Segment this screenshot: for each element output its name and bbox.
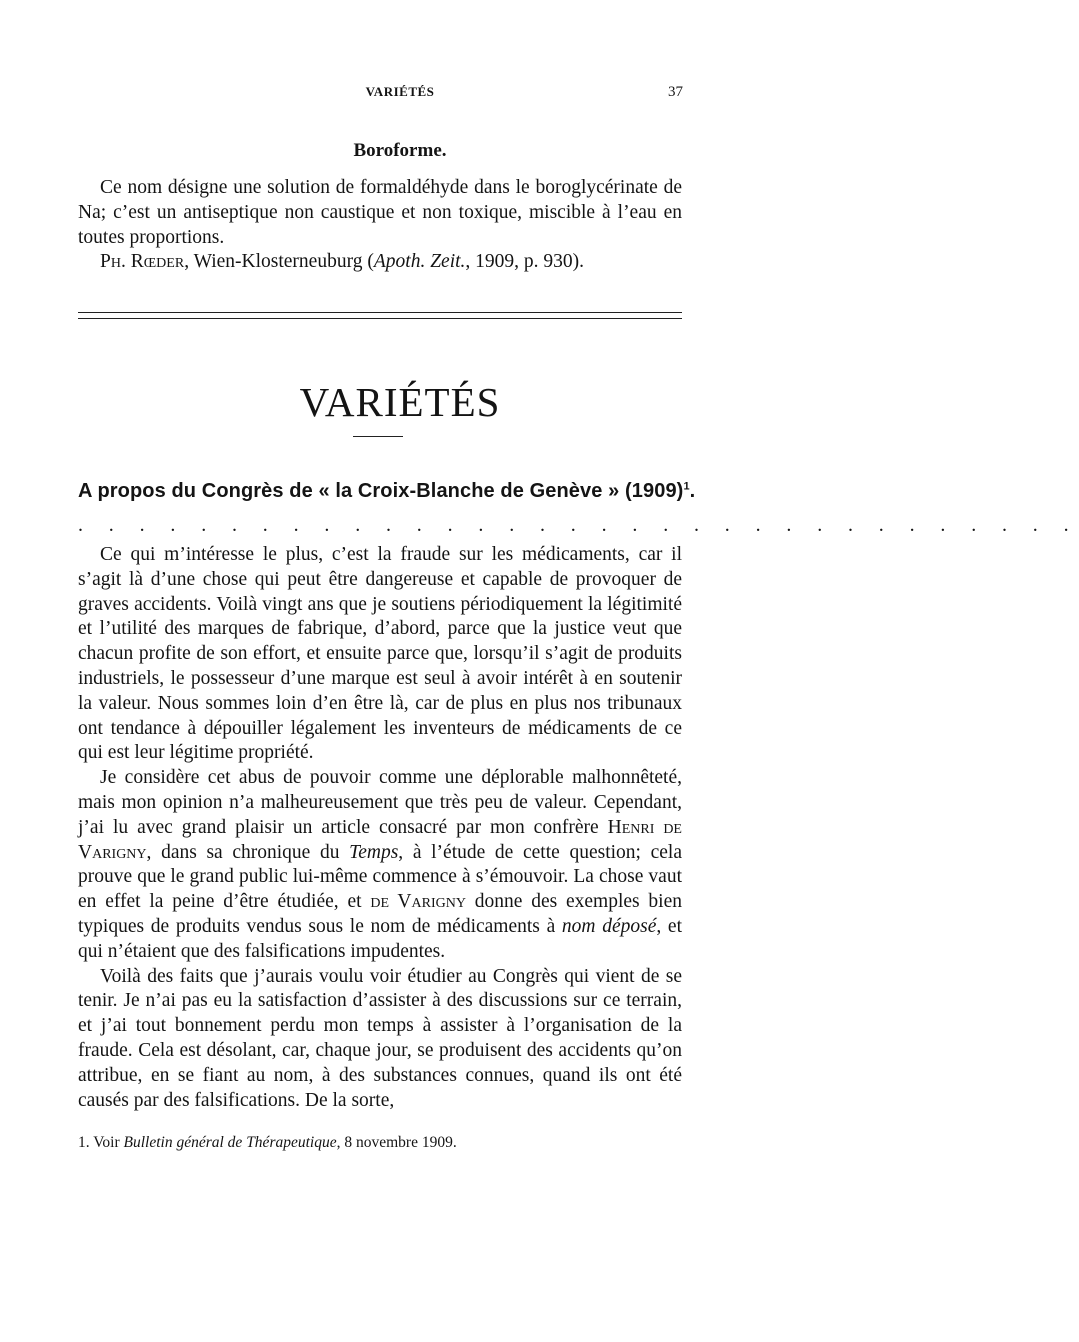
term-nom-depose: nom déposé: [561, 915, 657, 937]
article-paragraph-3: Voilà des faits que j’aurais voulu voir étudier au Congrès qui vient de se tenir. Je n’ai pas eu la satisfaction d’assister à des discussions sur ce terrain, et j’ai tout bonnement perdu mon temps à assister à l’organisation de la fraude. Cela est désolant, car, chaque jour, se produisent des accidents qu’on attribue, en se fiant au nom, à des substances connues, quand ils ont été causés par des falsifications. De la sorte,: [78, 965, 682, 1111]
p2-text-a: Je considère cet abus de pouvoir comme une déplorable malhonnêteté, mais mon opinion n’a malheureusement que très peu de valeur. Cependant, j’ai lu avec grand plaisir un article consacré par mon confrère: [78, 767, 682, 838]
section-title-boroforme: Boroforme.: [353, 140, 447, 161]
citation-author-last: Rœder: [130, 251, 185, 273]
footnote-journal: Bulletin général de Thérapeutique: [123, 1134, 337, 1151]
p2-text-b: , dans sa chronique du: [146, 841, 350, 863]
article-body: [78, 543, 682, 1113]
citation-journal: Apoth. Zeit.: [373, 251, 466, 273]
person-name-de-varigny: de Varigny: [370, 891, 466, 913]
article-footnote-ref: 1: [683, 480, 690, 493]
chapter-title-rule: [353, 436, 403, 437]
boroforme-paragraph: Ce nom désigne une solution de formaldéhyde dans le boroglycérinate de Na; c’est un antiseptique non caustique et non toxique, miscible à l’eau en toutes proportions.: [78, 177, 682, 248]
running-head: [0, 84, 800, 106]
boroforme-citation: [78, 250, 682, 275]
footnote-number: 1.: [78, 1134, 90, 1151]
article-paragraph-2: [78, 766, 682, 964]
boroforme-body: [78, 176, 682, 275]
person-name-varigny: Henri de Varigny: [78, 816, 682, 863]
citation-author-first: Ph.: [100, 251, 126, 273]
article-paragraph-1: Ce qui m’intéresse le plus, c’est la fraude sur les médicaments, car il s’agit là d’une chose qui peut être dangereuse et capable de provoquer de graves accidents. Voilà vingt ans que je soutiens périodiquement la légitimité et l’utilité des marques de fabrique, d’abord, parce que la justice veut que chacun profite de son effort, et ensuite parce que, lorsqu’il s’agit de produits industriels, le possesseur d’une marque est seul à avoir intérêt à en soutenir la valeur. Nous sommes loin d’en être là, car de plus en plus nos tribunaux ont tendance à dépouiller légalement les inventeurs de médicaments de ce qui est leur légitime propriété.: [78, 544, 682, 764]
article-title-text: A propos du Congrès de « la Croix-Blanche de Genève » (1909): [78, 480, 684, 502]
p2-text-e: , et qui n’étaient que des falsifications impudentes.: [78, 915, 682, 962]
footnote: [78, 1133, 682, 1153]
p2-text-d: donne des exemples bien typiques de produits vendus sous le nom de médicaments à: [78, 891, 682, 937]
journal-temps: Temps: [349, 841, 399, 863]
footnote-tail: , 8 novembre 1909.: [336, 1134, 457, 1151]
p2-text-c: , à l’étude de cette question; cela prouve que le grand public lui-même commence à s’émouvoir. La chose vaut en effet la peine d’être étudiée, et: [78, 841, 682, 913]
citation-place: , Wien-Klosterneuburg (: [184, 251, 374, 273]
page-number: 37: [668, 84, 683, 100]
ellipsis-row: . . . . . . . . . . . . . . . . . . . . . . . . . . . . . . . . .: [78, 514, 1079, 536]
citation-tail: , 1909, p. 930).: [465, 251, 585, 273]
running-title: VARIÉTÉS: [365, 84, 435, 99]
article-title: A propos du Congrès de « la Croix-Blanche de Genève » $(1909)^1$.: [78, 480, 696, 502]
footnote-lead: Voir: [89, 1134, 124, 1151]
double-rule-divider: [78, 312, 682, 319]
chapter-title: VARIÉTÉS: [299, 379, 501, 425]
